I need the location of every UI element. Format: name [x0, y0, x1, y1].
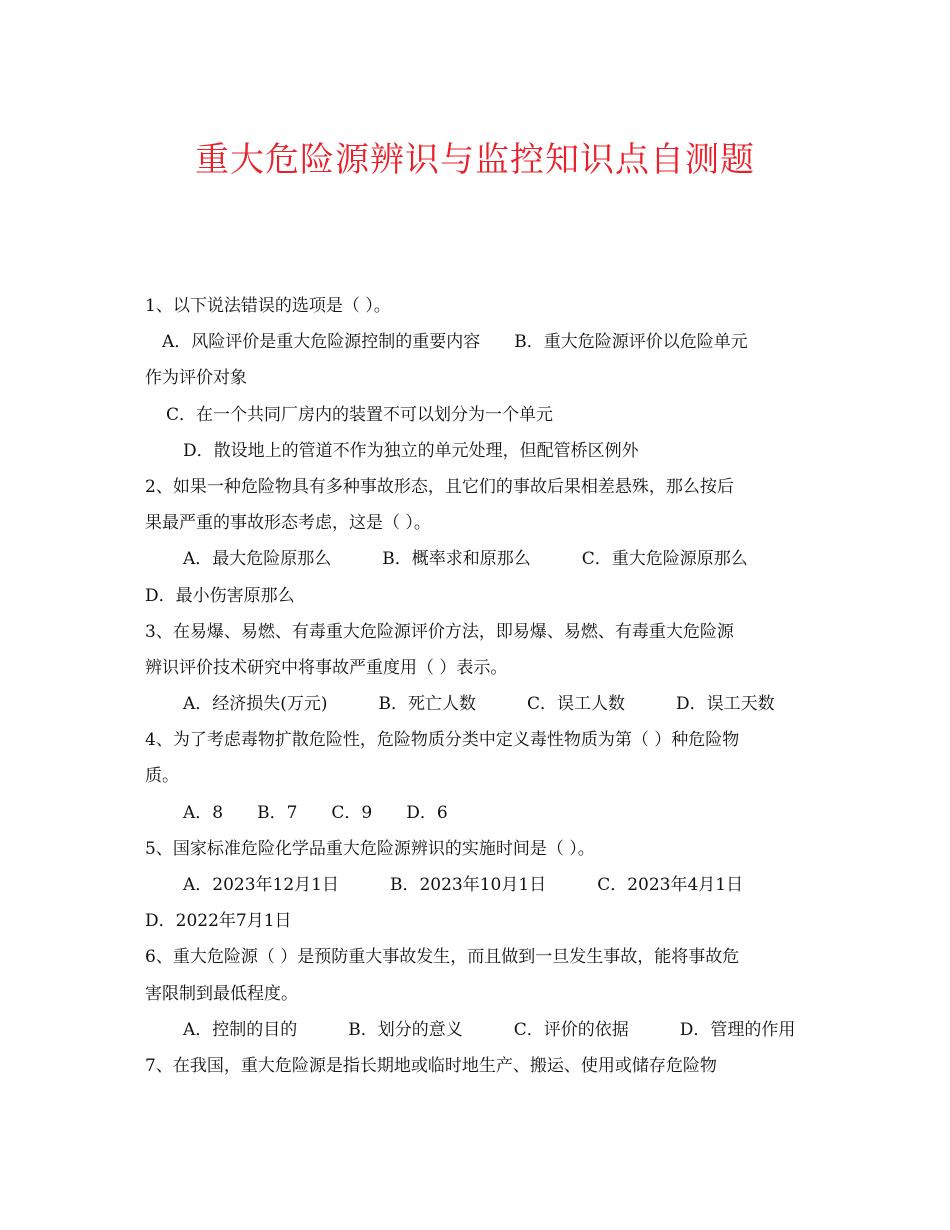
page-title: 重大危险源辨识与监控知识点自测题: [195, 140, 755, 180]
q1-option-b-cont: 作为评价对象: [145, 368, 247, 389]
q2-options-abc: A．最大危险原那么 B．概率求和原那么 C．重大危险源原那么: [183, 549, 748, 570]
q4-stem-cont: 质。: [145, 766, 179, 787]
q5-stem: 5、国家标准危险化学品重大危险源辨识的实施时间是（ ）。: [145, 838, 595, 859]
q1-option-c: C．在一个共同厂房内的装置不可以划分为一个单元: [166, 404, 554, 425]
q5-option-d: D．2022年7月1日: [145, 911, 292, 932]
q6-stem-cont: 害限制到最低程度。: [145, 983, 298, 1004]
q7-stem: 7、在我国，重大危险源是指长期地或临时地生产、搬运、使用或储存危险物: [145, 1055, 717, 1076]
q4-options: A．8 B．7 C．9 D．6: [183, 802, 448, 823]
q6-options: A．控制的目的 B．划分的意义 C．评价的依据 D．管理的作用: [183, 1019, 796, 1040]
q3-stem: 3、在易爆、易燃、有毒重大危险源评价方法，即易爆、易燃、有毒重大危险源: [145, 621, 734, 642]
q2-stem: 2、如果一种危险物具有多种事故形态，且它们的事故后果相差悬殊，那么按后: [145, 476, 734, 497]
q2-stem-cont: 果最严重的事故形态考虑，这是（ ）。: [145, 513, 431, 534]
question-body: [145, 288, 805, 1084]
q1-stem: 1、以下说法错误的选项是（ ）。: [145, 296, 391, 316]
q1-option-d: D．散设地上的管道不作为独立的单元处理，但配管桥区例外: [183, 440, 639, 461]
q5-options-abc: A．2023年12月1日 B．2023年10月1日 C．2023年4月1日: [183, 875, 744, 895]
q3-stem-cont: 辨识评价技术研究中将事故严重度用（ ）表示。: [145, 657, 508, 678]
q4-stem: 4、为了考虑毒物扩散危险性，危险物质分类中定义毒性物质为第（ ）种危险物: [145, 730, 740, 751]
q1-options-ab: A．风险评价是重大危险源控制的重要内容 B．重大危险源评价以危险单元: [162, 332, 748, 353]
q6-stem: 6、重大危险源（ ）是预防重大事故发生，而且做到一旦发生事故，能将事故危: [145, 947, 740, 968]
q3-options: A．经济损失(万元) B．死亡人数 C．误工人数 D．误工天数: [183, 694, 775, 715]
q2-option-d: D．最小伤害原那么: [145, 585, 295, 606]
